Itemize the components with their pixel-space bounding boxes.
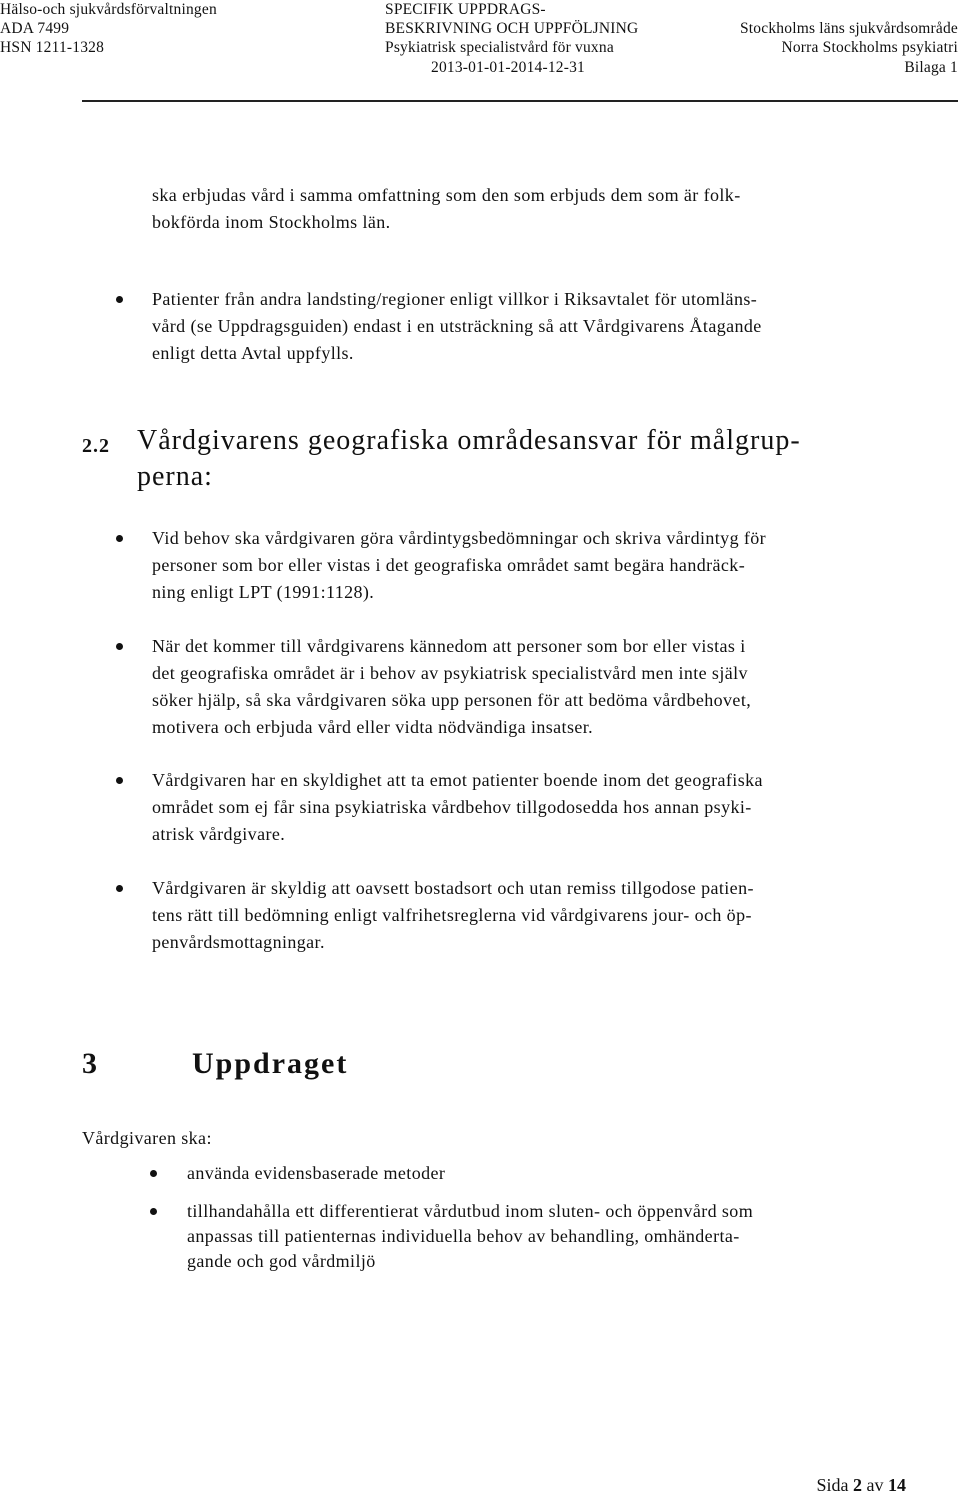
section-2-2-number: 2.2 xyxy=(82,435,110,457)
intro-line-1: ska erbjudas vård i samma omfattning som den som erbjuds dem som är folk- xyxy=(152,185,741,205)
s22-bullet-3-line-2: området som ej får sina psykiatriska vårdbehov tillgodosedda hos annan psyki- xyxy=(152,797,752,817)
s22-bullet-2-line-3: söker hjälp, så ska vårdgivaren söka upp personen för att bedöma vårdbehovet, xyxy=(152,690,752,710)
header-right-line-1: Stockholms läns sjukvårdsområde xyxy=(739,20,958,37)
s3-bullet-2-line-2: anpassas till patienternas individuella behov av behandling, omhänderta- xyxy=(187,1226,740,1246)
s22-bullet-4-line-1: Vårdgivaren är skyldig att oavsett bostadsort och utan remiss tillgodose patien- xyxy=(152,878,754,898)
bullet-marker xyxy=(116,885,123,892)
section-3-number: 3 xyxy=(82,1047,99,1080)
header-left-line-2: ADA 7499 xyxy=(0,20,70,37)
header-right-line-2: Norra Stockholms psykiatri xyxy=(781,39,958,56)
section-2-2-title-line-2: perna: xyxy=(137,461,213,492)
bullet-marker xyxy=(116,535,123,542)
s22-bullet-4-line-2: tens rätt till bedömning enligt valfrihetsreglerna vid vårdgivarens jour- och öp- xyxy=(152,905,752,925)
header-right-line-3: Bilaga 1 xyxy=(904,59,958,76)
header-center-line-1: SPECIFIK UPPDRAGS- xyxy=(385,1,546,18)
s22-bullet-4-line-3: penvårdsmottagningar. xyxy=(152,932,325,952)
footer-total-pages: 14 xyxy=(888,1475,906,1495)
section-2-2-title-line-1: Vårdgivarens geografiska områdesansvar för målgrup- xyxy=(137,425,801,456)
s22-bullet-2-line-1: När det kommer till vårdgivarens kännedom att personer som bor eller vistas i xyxy=(152,636,746,656)
bullet-marker xyxy=(116,777,123,784)
page-footer xyxy=(816,1475,906,1496)
footer-separator: av xyxy=(866,1475,884,1495)
bullet-top-line-2: vård (se Uppdragsguiden) endast i en utsträckning så att Vårdgivarens Åtagande xyxy=(152,316,762,336)
s22-bullet-3-line-3: atrisk vårdgivare. xyxy=(152,824,286,844)
footer-prefix: Sida xyxy=(816,1475,849,1495)
header-center-line-2: BESKRIVNING OCH UPPFÖLJNING xyxy=(385,20,639,37)
header-left-line-3: HSN 1211-1328 xyxy=(0,39,105,56)
s3-bullet-2-line-1: tillhandahålla ett differentierat vårdutbud inom sluten- och öppenvård som xyxy=(187,1201,754,1221)
s22-bullet-1-line-1: Vid behov ska vårdgivaren göra vårdintygsbedömningar och skriva vårdintyg för xyxy=(152,528,767,548)
s3-bullet-1-line-1: använda evidensbaserade metoder xyxy=(187,1163,446,1183)
s22-bullet-1-line-2: personer som bor eller vistas i det geografiska området samt begära handräck- xyxy=(152,555,746,575)
s22-bullet-2-line-4: motivera och erbjuda vård eller vidta nödvändiga insatser. xyxy=(152,717,594,737)
s22-bullet-3-line-1: Vårdgivaren har en skyldighet att ta emot patienter boende inom det geografiska xyxy=(152,770,763,790)
section-3-lead: Vårdgivaren ska: xyxy=(82,1128,212,1148)
s22-bullet-2-line-2: det geografiska området är i behov av psykiatrisk specialistvård men inte själv xyxy=(152,663,748,683)
footer-page-number: 2 xyxy=(853,1475,862,1495)
header-center-line-4: 2013-01-01-2014-12-31 xyxy=(431,59,586,76)
bullet-marker xyxy=(150,1208,157,1215)
bullet-marker xyxy=(116,643,123,650)
header-left-line-1: Hälso-och sjukvårdsförvaltningen xyxy=(0,1,217,18)
s3-bullet-2-line-3: gande och god vårdmiljö xyxy=(187,1251,376,1271)
bullet-top-line-3: enligt detta Avtal uppfylls. xyxy=(152,343,354,363)
bullet-marker xyxy=(150,1170,157,1177)
bullet-marker xyxy=(116,296,123,303)
s22-bullet-1-line-3: ning enligt LPT (1991:1128). xyxy=(152,582,375,602)
intro-line-2: bokförda inom Stockholms län. xyxy=(152,212,391,232)
header-divider xyxy=(82,100,958,102)
bullet-top-line-1: Patienter från andra landsting/regioner enligt villkor i Riksavtalet för utomläns- xyxy=(152,289,758,309)
header-center-line-3: Psykiatrisk specialistvård för vuxna xyxy=(385,39,614,56)
section-3-title: Uppdraget xyxy=(192,1047,349,1080)
